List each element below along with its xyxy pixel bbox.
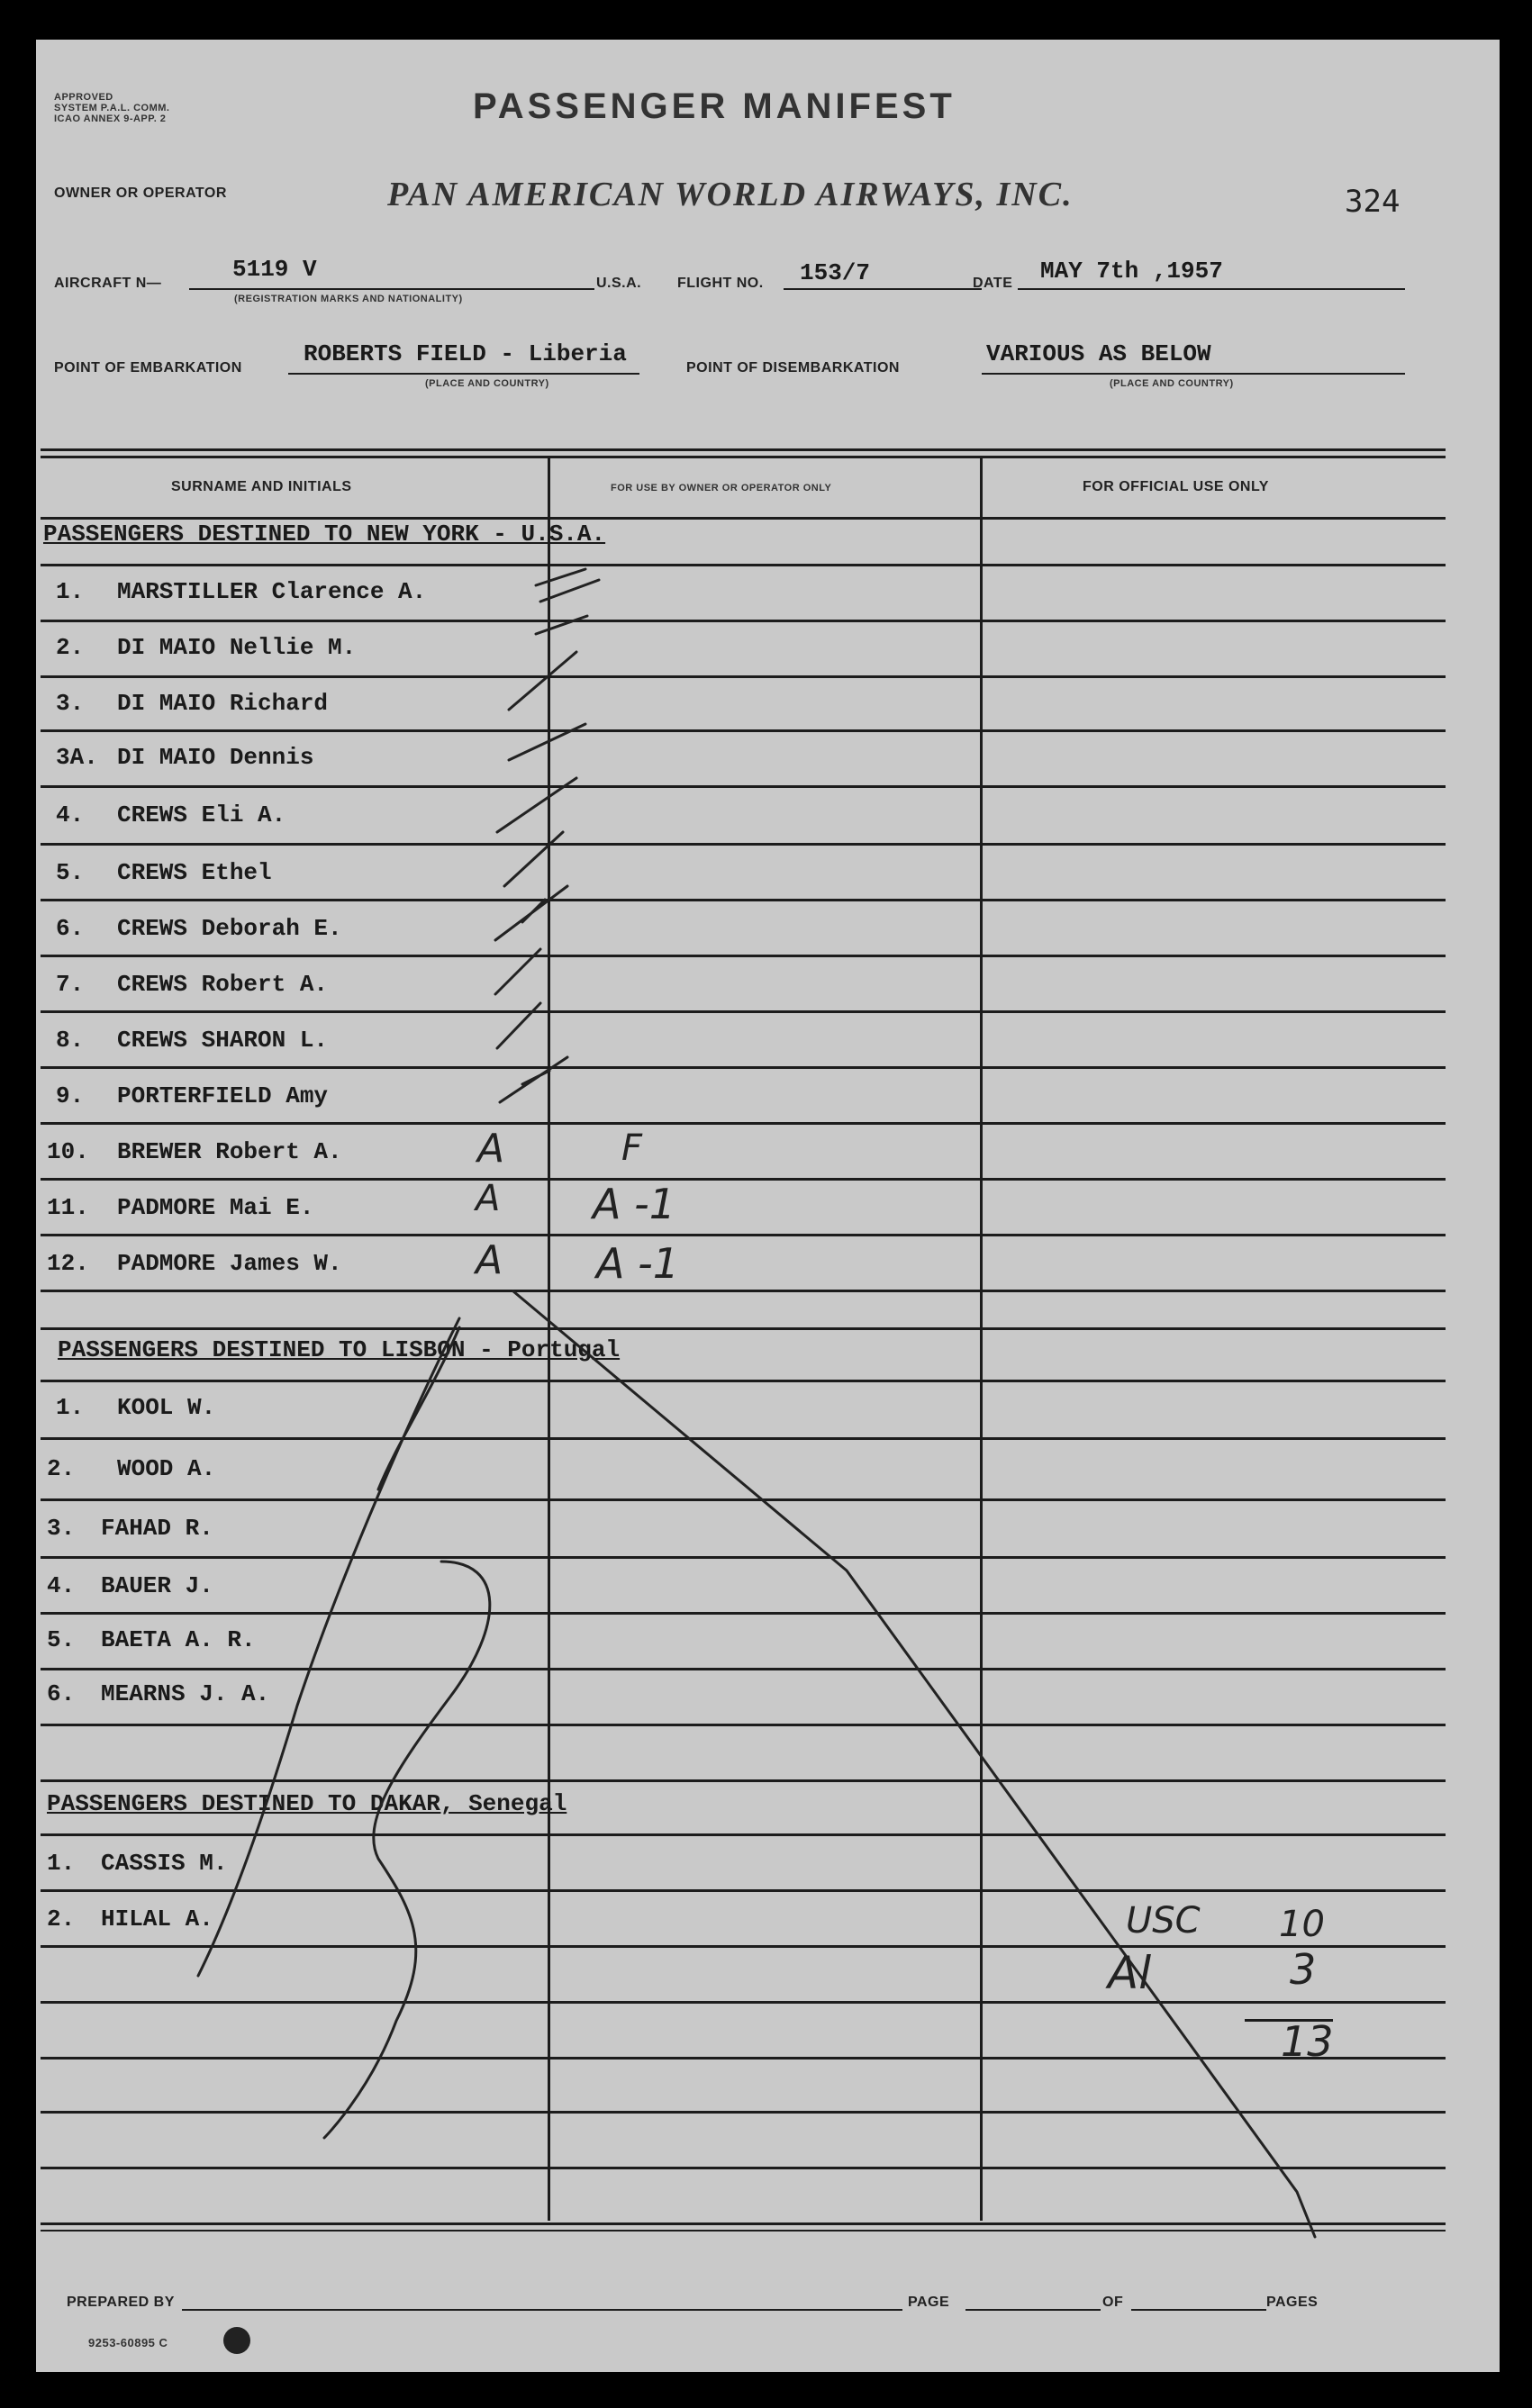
passenger-number: 12. <box>47 1250 89 1277</box>
passenger-name: FAHAD R. <box>101 1515 213 1542</box>
list-item <box>36 1021 540 1077</box>
list-item <box>36 854 540 910</box>
disembark-label: POINT OF DISEMBARKATION <box>686 360 900 376</box>
list-item <box>36 684 540 740</box>
passenger-number: 2. <box>56 634 85 661</box>
row-rule <box>41 564 1446 566</box>
list-item <box>36 796 540 852</box>
padmore-mai-mark: A <box>476 1178 501 1219</box>
passenger-number: 9. <box>56 1082 85 1109</box>
passenger-number: 3A. <box>56 744 98 771</box>
manifest-page <box>36 40 1500 2372</box>
list-item <box>36 738 540 794</box>
passenger-name: CREWS Deborah E. <box>117 915 342 942</box>
col-surname: SURNAME AND INITIALS <box>171 479 352 494</box>
section-heading-new-york: PASSENGERS DESTINED TO NEW YORK - U.S.A. <box>43 521 606 548</box>
passenger-name: KOOL W. <box>117 1394 216 1421</box>
passenger-name: BREWER Robert A. <box>117 1138 342 1165</box>
passenger-name: MEARNS J. A. <box>101 1680 270 1707</box>
passenger-number: 2. <box>47 1455 76 1482</box>
list-item <box>36 629 540 684</box>
aircraft-value: 5119 V <box>232 256 317 283</box>
passenger-number: 7. <box>56 971 85 998</box>
disembark-value: VARIOUS AS BELOW <box>986 340 1211 367</box>
passenger-name: BAETA A. R. <box>101 1626 256 1653</box>
flight-label: FLIGHT NO. <box>677 276 764 291</box>
owner-value: PAN AMERICAN WORLD AIRWAYS, INC. <box>387 176 1074 213</box>
page-label: PAGE <box>908 2295 950 2310</box>
row-rule <box>41 517 1446 520</box>
list-item <box>36 1675 540 1731</box>
row-rule <box>41 1779 1446 1782</box>
pages-label: PAGES <box>1266 2295 1319 2310</box>
row-rule <box>41 1327 1446 1330</box>
passenger-name: CREWS SHARON L. <box>117 1027 329 1054</box>
approval-line-1: APPROVED <box>54 92 113 103</box>
date-value: MAY 7th ,1957 <box>1040 258 1223 285</box>
passenger-number: 5. <box>47 1626 76 1653</box>
passenger-number: 4. <box>56 801 85 828</box>
passenger-number: 1. <box>56 578 85 605</box>
passenger-name: BAUER J. <box>101 1572 213 1599</box>
disembark-note: (PLACE AND COUNTRY) <box>1110 378 1234 389</box>
date-label: DATE <box>973 276 1013 291</box>
prepared-by-label: PREPARED BY <box>67 2295 175 2310</box>
section-heading-lisbon: PASSENGERS DESTINED TO LISBON - Portugal <box>58 1336 621 1363</box>
padmore-james-note: A -1 <box>596 1239 679 1288</box>
owner-label: OWNER OR OPERATOR <box>54 186 227 201</box>
padmore-mai-note: A -1 <box>593 1180 675 1228</box>
list-item <box>36 573 540 629</box>
embark-label: POINT OF EMBARKATION <box>54 360 242 376</box>
tally-count-2: 3 <box>1290 1945 1317 1994</box>
list-item <box>36 1450 540 1506</box>
embark-value: ROBERTS FIELD - Liberia <box>304 340 627 367</box>
row-rule <box>41 1833 1446 1836</box>
list-item <box>36 1245 540 1300</box>
list-item <box>36 1567 540 1623</box>
passenger-name: HILAL A. <box>101 1906 213 1933</box>
embark-note: (PLACE AND COUNTRY) <box>425 378 549 389</box>
passenger-number: 4. <box>47 1572 76 1599</box>
passenger-number: 11. <box>47 1194 89 1221</box>
list-item <box>36 1844 540 1900</box>
passenger-name: PADMORE Mai E. <box>117 1194 314 1221</box>
list-item <box>36 1077 540 1133</box>
passenger-number: 8. <box>56 1027 85 1054</box>
passenger-number: 1. <box>47 1850 76 1877</box>
passenger-name: DI MAIO Richard <box>117 690 329 717</box>
passenger-name: CREWS Eli A. <box>117 801 286 828</box>
passenger-name: WOOD A. <box>117 1455 216 1482</box>
section-heading-dakar: PASSENGERS DESTINED TO DAKAR, Senegal <box>47 1790 567 1817</box>
approval-line-3: ICAO ANNEX 9-APP. 2 <box>54 113 167 124</box>
passenger-name: MARSTILLER Clarence A. <box>117 578 427 605</box>
approval-line-2: SYSTEM P.A.L. COMM. <box>54 103 170 113</box>
tally-count-1: 10 <box>1279 1904 1325 1945</box>
col-owner-use: FOR USE BY OWNER OR OPERATOR ONLY <box>611 483 832 493</box>
form-number: 9253-60895 C <box>88 2336 168 2349</box>
page-number: 324 <box>1345 184 1401 220</box>
passenger-name: CASSIS M. <box>101 1850 228 1877</box>
row-rule <box>41 2111 1446 2114</box>
union-bug-icon <box>223 2327 250 2354</box>
tally-label-1: USC <box>1126 1900 1201 1942</box>
passenger-name: CREWS Robert A. <box>117 971 329 998</box>
passenger-name: DI MAIO Dennis <box>117 744 314 771</box>
tally-total: 13 <box>1281 2017 1334 2066</box>
list-item <box>36 1389 540 1444</box>
brewer-note: F <box>621 1127 643 1169</box>
passenger-number: 3. <box>47 1515 76 1542</box>
list-item <box>36 910 540 965</box>
passenger-name: PORTERFIELD Amy <box>117 1082 329 1109</box>
of-label: OF <box>1102 2295 1124 2310</box>
col-official-use: FOR OFFICIAL USE ONLY <box>1083 479 1269 494</box>
passenger-number: 6. <box>56 915 85 942</box>
row-rule <box>41 2167 1446 2169</box>
brewer-mark: A <box>477 1126 505 1172</box>
aircraft-label: AIRCRAFT N— <box>54 276 162 291</box>
row-rule <box>41 2057 1446 2059</box>
list-item <box>36 965 540 1021</box>
passenger-number: 10. <box>47 1138 89 1165</box>
list-item <box>36 1621 540 1677</box>
country: U.S.A. <box>596 276 642 291</box>
list-item <box>36 1189 540 1245</box>
passenger-number: 6. <box>47 1680 76 1707</box>
passenger-number: 1. <box>56 1394 85 1421</box>
passenger-number: 3. <box>56 690 85 717</box>
passenger-number: 2. <box>47 1906 76 1933</box>
page-title: PASSENGER MANIFEST <box>473 86 956 126</box>
row-rule <box>41 2001 1446 2004</box>
list-item <box>36 1133 540 1189</box>
flight-value: 153/7 <box>800 259 871 286</box>
tally-label-2: Al <box>1108 1947 1152 1999</box>
passenger-name: DI MAIO Nellie M. <box>117 634 357 661</box>
passenger-name: CREWS Ethel <box>117 859 272 886</box>
list-item <box>36 1509 540 1565</box>
list-item <box>36 1900 540 1956</box>
passenger-name: PADMORE James W. <box>117 1250 342 1277</box>
row-rule <box>41 1380 1446 1382</box>
aircraft-note: (REGISTRATION MARKS AND NATIONALITY) <box>234 294 463 304</box>
passenger-number: 5. <box>56 859 85 886</box>
padmore-james-mark: A <box>476 1237 503 1283</box>
